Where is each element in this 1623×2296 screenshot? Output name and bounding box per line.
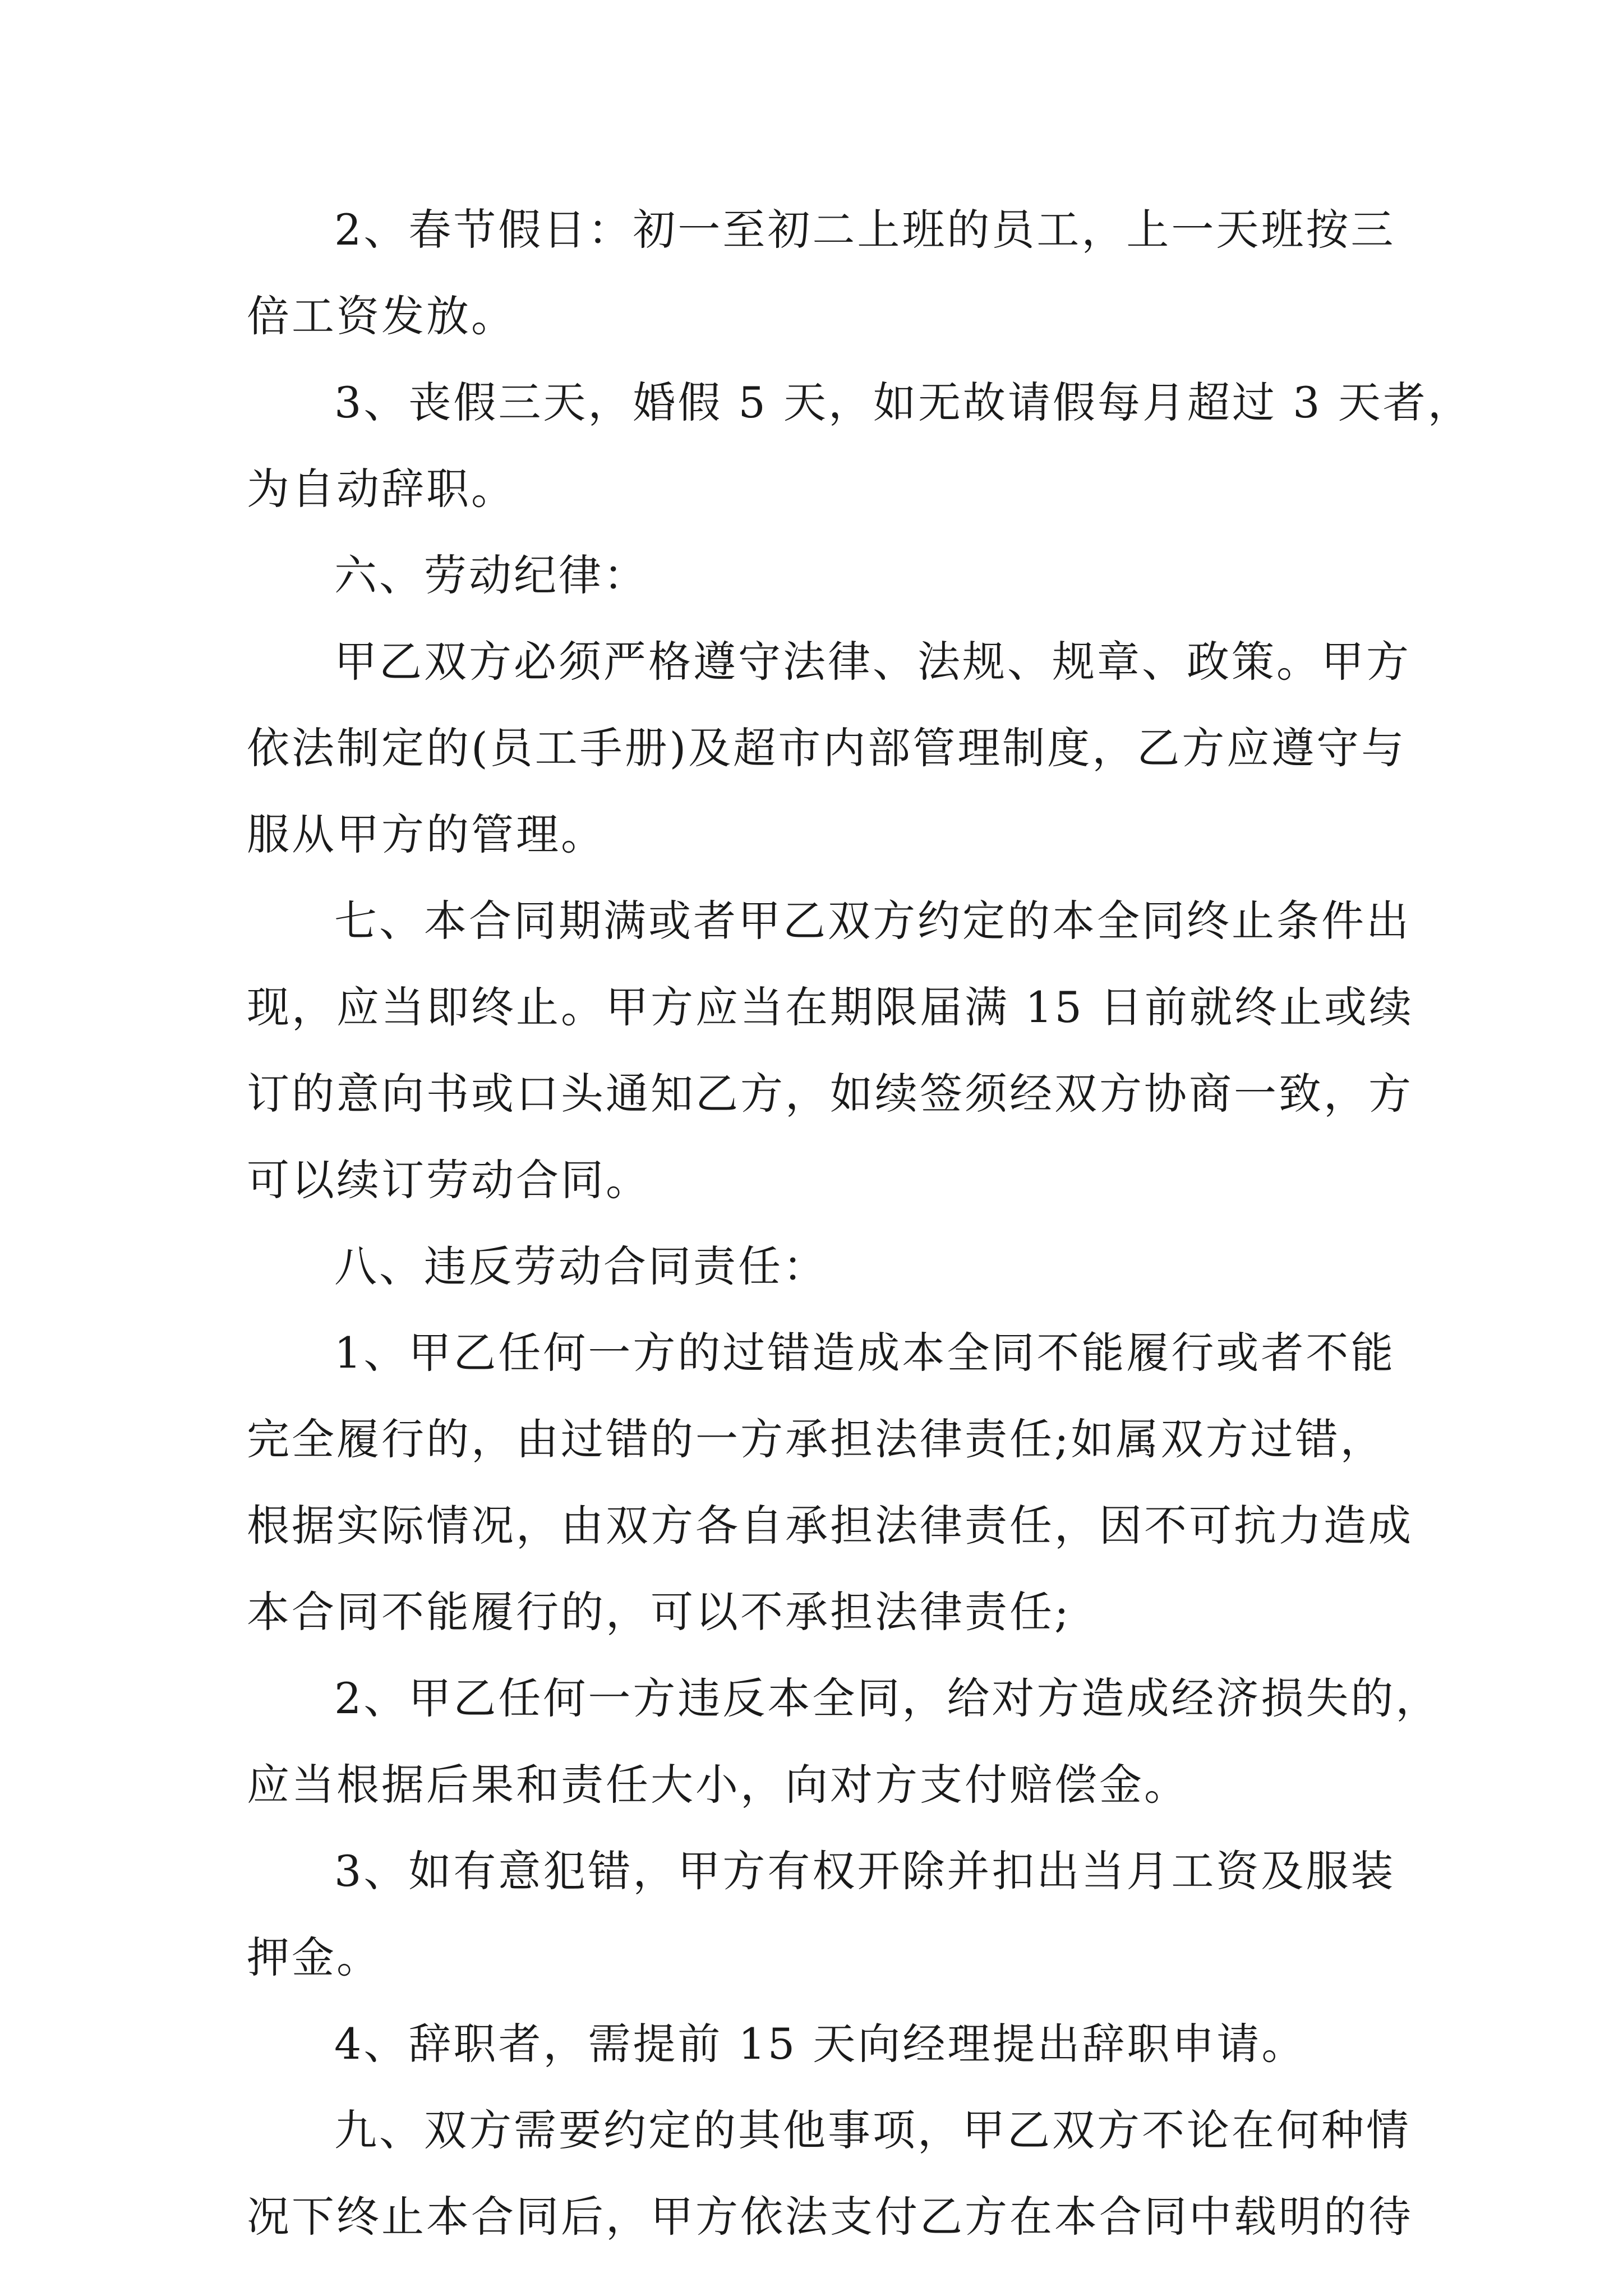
text-line: 本合同不能履行的，可以不承担法律责任;	[247, 1587, 1071, 1637]
text-line: 九、双方需要约定的其他事项，甲乙双方不论在何种情	[334, 2105, 1411, 2155]
text-line: 倍工资发放。	[247, 291, 516, 341]
text-line: 为自动辞职。	[247, 464, 516, 514]
text-line: 订的意向书或口头通知乙方，如续签须经双方协商一致，方	[247, 1069, 1413, 1119]
section-heading: 六、劳动纪律：	[334, 550, 648, 600]
text-line: 可以续订劳动合同。	[247, 1155, 651, 1205]
text-line: 依法制定的(员工手册)及超市内部管理制度，乙方应遵守与	[247, 723, 1407, 773]
text-line: 2、甲乙任何一方违反本全同，给对方造成经济损失的，	[334, 1673, 1441, 1723]
text-line: 1、甲乙任何一方的过错造成本全同不能履行或者不能	[334, 1328, 1396, 1378]
text-line: 服从甲方的管理。	[247, 809, 606, 859]
contract-text-body	[247, 205, 1473, 2281]
text-line: 2、春节假日：初一至初二上班的员工，上一天班按三	[334, 205, 1396, 255]
text-line: 现，应当即终止。甲方应当在期限届满 15 日前就终止或续	[247, 982, 1414, 1032]
text-line: 甲乙双方必须严格遵守法律、法规、规章、政策。甲方	[334, 637, 1411, 687]
text-line: 押金。	[247, 1932, 381, 1982]
section-heading: 八、违反劳动合同责任：	[334, 1241, 828, 1291]
text-line: 3、丧假三天，婚假 5 天，如无故请假每月超过 3 天者，	[334, 378, 1473, 427]
text-line: 根据实际情况，由双方各自承担法律责任，因不可抗力造成	[247, 1501, 1413, 1550]
text-line: 应当根据后果和责任大小，向对方支付赔偿金。	[247, 1760, 1189, 1810]
text-line: 3、如有意犯错，甲方有权开除并扣出当月工资及服装	[334, 1846, 1396, 1896]
text-line: 况下终止本合同后，甲方依法支付乙方在本合同中载明的待	[247, 2192, 1413, 2242]
text-line: 七、本合同期满或者甲乙双方约定的本全同终止条件出	[334, 896, 1411, 946]
text-line: 完全履行的，由过错的一方承担法律责任;如属双方过错，	[247, 1414, 1385, 1464]
text-line: 4、辞职者，需提前 15 天向经理提出辞职申请。	[334, 2019, 1307, 2069]
